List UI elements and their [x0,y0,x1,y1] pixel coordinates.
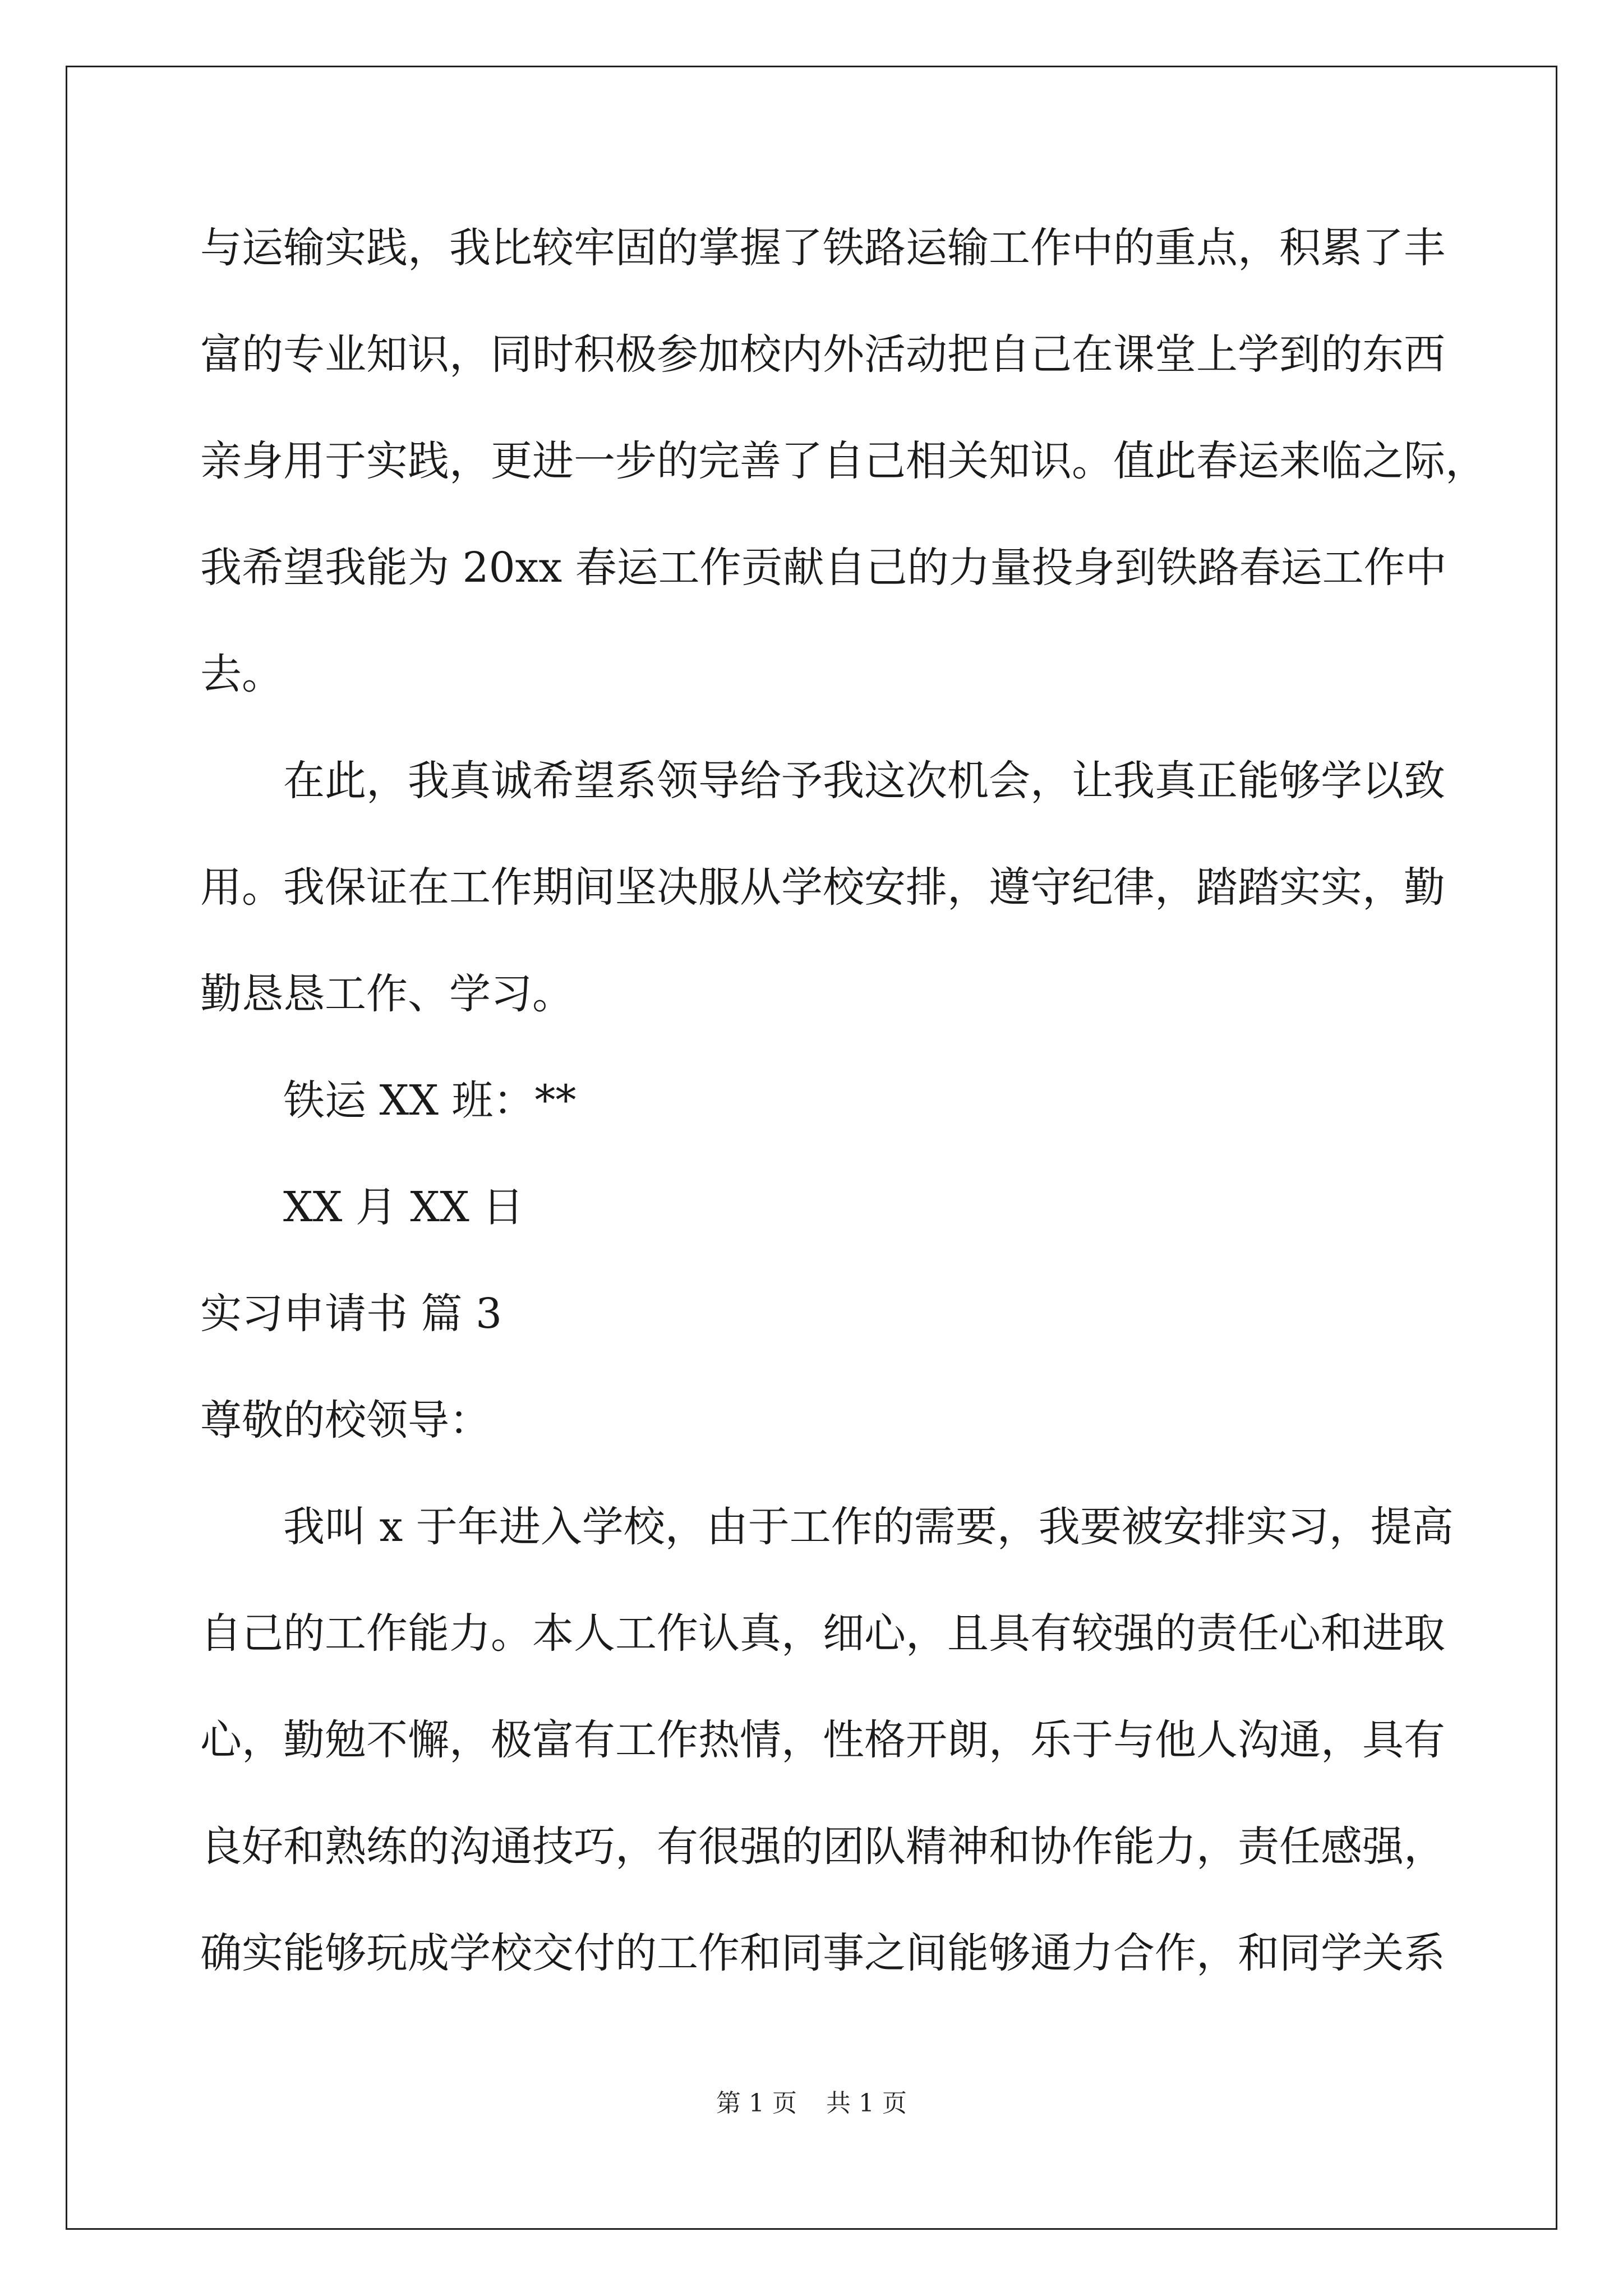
paragraph-line: 在此，我真诚希望系领导给予我这次机会，让我真正能够学以致 [283,757,1445,805]
salutation: 尊敬的校领导： [200,1396,491,1444]
paragraph-line: 我叫 x 于年进入学校，由于工作的需要，我要被安排实习，提高 [283,1503,1454,1551]
section-heading: 实习申请书 篇 3 [200,1290,502,1338]
signature-date: XX 月 XX 日 [283,1183,524,1231]
document-body [200,214,1487,2026]
paragraph-line: 用。我保证在工作期间坚决服从学校安排，遵守纪律，踏踏实实，勤 [200,863,1445,912]
paragraph-line: 心，勤勉不懈，极富有工作热情，性格开朗，乐于与他人沟通，具有 [200,1716,1445,1764]
paragraph-line: 良好和熟练的沟通技巧，有很强的团队精神和协作能力，责任感强， [200,1823,1445,1871]
page-footer [0,2087,1623,2120]
paragraph-line: 与运输实践，我比较牢固的掌握了铁路运输工作中的重点，积累了丰 [200,224,1445,272]
signature-class: 铁运 XX 班：** [283,1076,577,1125]
paragraph-line: 确实能够玩成学校交付的工作和同事之间能够通力合作，和同学关系 [200,1929,1445,1977]
paragraph-line: 勤恳恳工作、学习。 [200,970,574,1018]
paragraph-line: 亲身用于实践，更进一步的完善了自己相关知识。值此春运来临之际， [200,437,1487,485]
paragraph-line: 自己的工作能力。本人工作认真，细心，且具有较强的责任心和进取 [200,1609,1445,1658]
page-number: 第 1 页 [716,2089,797,2118]
page-total: 共 1 页 [826,2089,907,2118]
paragraph-line: 我希望我能为 20xx 春运工作贡献自己的力量投身到铁路春运工作中 [200,544,1447,592]
paragraph-line: 去。 [200,650,283,698]
paragraph-line: 富的专业知识，同时积极参加校内外活动把自己在课堂上学到的东西 [200,330,1445,379]
